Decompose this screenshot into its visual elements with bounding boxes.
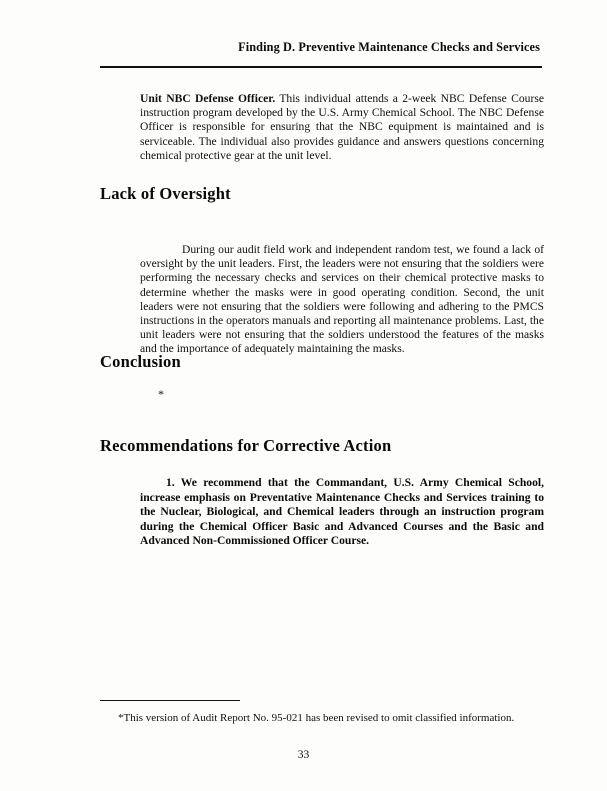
running-header: Finding D. Preventive Maintenance Checks and Services <box>238 40 540 54</box>
lack-of-oversight-block <box>140 243 544 357</box>
footnote-text: *This version of Audit Report No. 95-021 has been revised to omit classified information. <box>118 712 515 724</box>
recommendation-item-1: 1. We recommend that the Commandant, U.S. Army Chemical School, increase emphasis on Preventative Maintenance Checks and Services training to the Nuclear, Biological, and Chemical leaders through an instruction program during the Chemical Officer Basic and Advanced Courses and the Basic and Advanced Non-Commissioned Officer Course. <box>140 476 544 548</box>
intro-paragraph-block <box>140 92 544 163</box>
intro-body-text: This individual attends a 2-week NBC Defense Course instruction program developed by the U.S. Army Chemical School. The NBC Defense Officer is responsible for ensuring that the NBC equipment is maintained and is serviceable. The individual also provides guidance and answers questions concerning chemical protective gear at the unit level. <box>140 92 544 162</box>
intro-paragraph <box>140 92 544 163</box>
heading-lack-of-oversight: Lack of Oversight <box>100 184 231 203</box>
recommendations-block <box>140 476 544 549</box>
footnote-divider-rule <box>100 700 240 701</box>
heading-conclusion: Conclusion <box>100 352 181 371</box>
header-divider-rule <box>100 66 542 68</box>
page-number: 33 <box>297 748 310 761</box>
heading-recommendations: Recommendations for Corrective Action <box>100 436 392 455</box>
lack-of-oversight-paragraph: During our audit field work and independent random test, we found a lack of oversight by the unit leaders. First, the leaders were not ensuring that the soldiers were performing the necessary checks and services on their chemical protective masks to determine whether the masks were in good operating condition. Second, the unit leaders were not ensuring that the soldiers were following and adhering to the PMCS instructions in the operators manuals and reporting all maintenance problems. Last, the unit leaders were not ensuring that the soldiers understood the features of the masks and the importance of adequately maintaining the masks. <box>140 243 544 356</box>
conclusion-asterisk-marker: * <box>158 387 164 401</box>
intro-lead-in: Unit NBC Defense Officer. <box>140 92 276 105</box>
